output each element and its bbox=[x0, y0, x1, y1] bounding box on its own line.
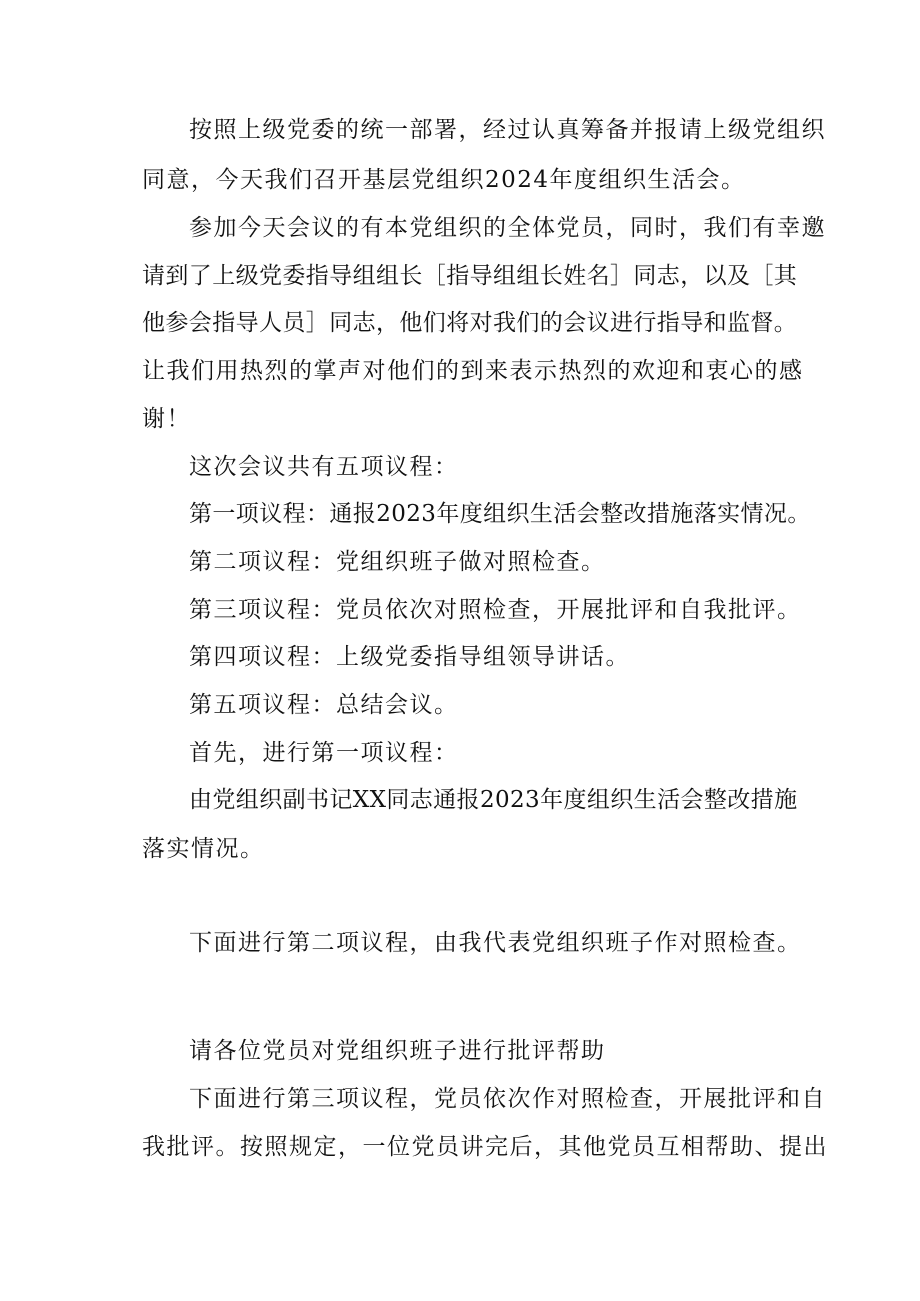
paragraph-line: 下面进行第三项议程，党员依次作对照检查，开展批评和自 bbox=[189, 1086, 826, 1112]
paragraph-line: 由党组织副书记XX同志通报2023年度组织生活会整改措施 bbox=[189, 787, 798, 813]
paragraph-line: 下面进行第二项议程，由我代表党组织班子作对照检查。 bbox=[189, 930, 802, 956]
agenda-item: 第三项议程：党员依次对照检查，开展批评和自我批评。 bbox=[189, 597, 802, 623]
paragraph-line: 按照上级党委的统一部署，经过认真筹备并报请上级党组织 bbox=[189, 117, 826, 143]
paragraph-line: 请到了上级党委指导组组长［指导组组长姓名］同志，以及［其 bbox=[142, 263, 798, 289]
agenda-item: 第一项议程：通报2023年度组织生活会整改措施落实情况。 bbox=[189, 501, 811, 527]
paragraph-line: 谢！ bbox=[142, 406, 191, 432]
paragraph-line: 请各位党员对党组织班子进行批评帮助 bbox=[189, 1038, 606, 1064]
paragraph-line: 同意，今天我们召开基层党组织2024年度组织生活会。 bbox=[142, 167, 746, 193]
agenda-item: 第五项议程：总结会议。 bbox=[189, 692, 459, 718]
paragraph-line: 落实情况。 bbox=[142, 836, 265, 862]
paragraph-line: 让我们用热烈的掌声对他们的到来表示热烈的欢迎和衷心的感 bbox=[142, 358, 804, 384]
paragraph-line: 首先，进行第一项议程： bbox=[189, 740, 459, 766]
paragraph-line: 他参会指导人员］同志，他们将对我们的会议进行指导和监督。 bbox=[142, 310, 798, 336]
paragraph-line: 我批评。按照规定，一位党员讲完后，其他党员互相帮助、提出 bbox=[142, 1134, 828, 1160]
paragraph-line: 参加今天会议的有本党组织的全体党员，同时，我们有幸邀 bbox=[189, 215, 826, 241]
paragraph-line: 这次会议共有五项议程： bbox=[189, 454, 459, 480]
agenda-item: 第二项议程：党组织班子做对照检查。 bbox=[189, 549, 606, 575]
agenda-item: 第四项议程：上级党委指导组领导讲话。 bbox=[189, 644, 630, 670]
